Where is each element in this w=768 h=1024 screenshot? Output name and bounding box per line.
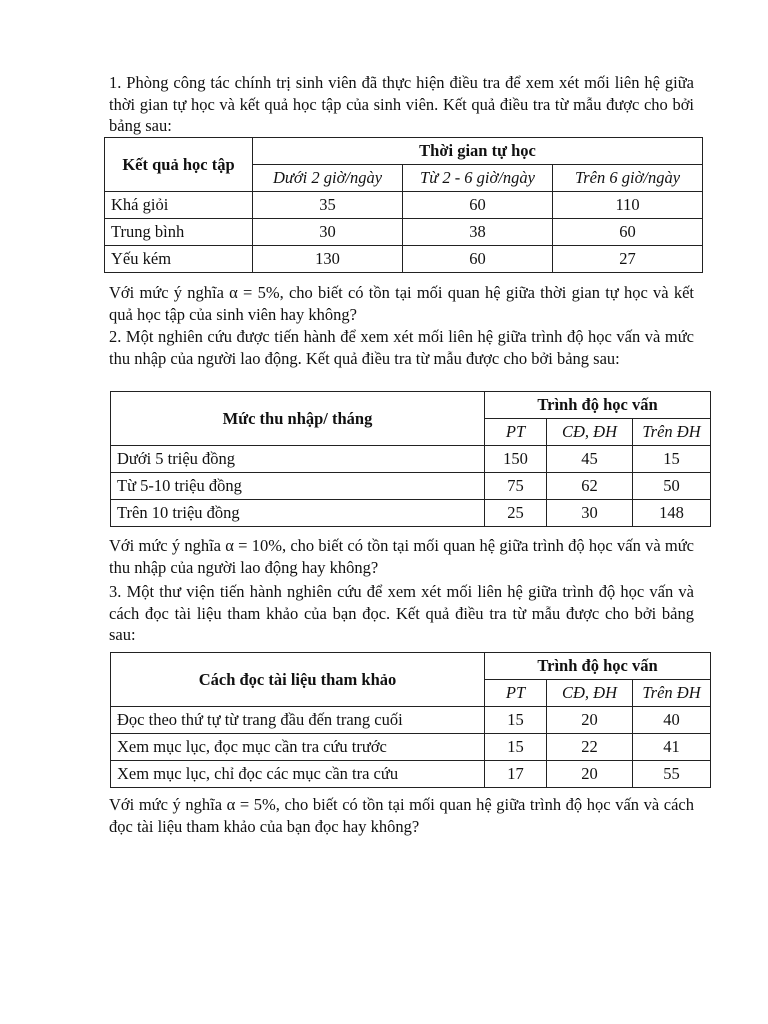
row-label: Đọc theo thứ tự từ trang đầu đến trang cuối: [111, 707, 485, 734]
q1-col-header: Dưới 2 giờ/ngày: [253, 165, 403, 192]
table-cell: 40: [633, 707, 711, 734]
table-cell: 15: [485, 734, 547, 761]
q2-question: Với mức ý nghĩa α = 10%, cho biết có tồn tại mối quan hệ giữa trình độ học vấn và mức thu nhập của người lao động hay không?: [109, 536, 694, 577]
table-cell: 60: [403, 192, 553, 219]
q3-col-header: PT: [485, 680, 547, 707]
table-cell: 148: [633, 500, 711, 527]
table-row: [111, 446, 711, 473]
q3-table: [110, 652, 711, 788]
table-cell: 20: [547, 761, 633, 788]
q1-question: Với mức ý nghĩa α = 5%, cho biết có tồn tại mối quan hệ giữa thời gian tự học và kết quả học tập của sinh viên hay không?: [109, 283, 694, 324]
q3-intro: 3. Một thư viện tiến hành nghiên cứu để xem xét mối liên hệ giữa trình độ học vấn và cách đọc tài liệu tham khảo của bạn đọc. Kết quả điều tra từ mẫu được cho bởi bảng sau:: [109, 582, 694, 644]
table-row: [111, 500, 711, 527]
row-label: Xem mục lục, đọc mục cần tra cứu trước: [111, 734, 485, 761]
table-cell: 130: [253, 246, 403, 273]
row-label: Khá giỏi: [105, 192, 253, 219]
table-cell: 22: [547, 734, 633, 761]
q2-col-header: Trên ĐH: [633, 419, 711, 446]
q2-table: [110, 391, 711, 527]
q1-intro: 1. Phòng công tác chính trị sinh viên đã thực hiện điều tra để xem xét mối liên hệ giữa thời gian tự học và kết quả học tập của sinh viên. Kết quả điều tra từ mẫu được cho bởi bảng sau:: [109, 73, 694, 135]
table-cell: 60: [553, 219, 703, 246]
q2-col-header: PT: [485, 419, 547, 446]
row-label: Xem mục lục, chỉ đọc các mục cần tra cứu: [111, 761, 485, 788]
table-cell: 30: [253, 219, 403, 246]
row-label: Trung bình: [105, 219, 253, 246]
table-cell: 17: [485, 761, 547, 788]
table-row: [105, 219, 703, 246]
table-row: [111, 473, 711, 500]
q1-group-header: Thời gian tự học: [253, 138, 703, 165]
table-cell: 62: [547, 473, 633, 500]
row-label: Dưới 5 triệu đồng: [111, 446, 485, 473]
q2-col-header: CĐ, ĐH: [547, 419, 633, 446]
table-cell: 15: [485, 707, 547, 734]
table-cell: 27: [553, 246, 703, 273]
row-label: Trên 10 triệu đồng: [111, 500, 485, 527]
table-cell: 25: [485, 500, 547, 527]
table-cell: 150: [485, 446, 547, 473]
table-row: [111, 734, 711, 761]
table-cell: 15: [633, 446, 711, 473]
table-cell: 110: [553, 192, 703, 219]
table-cell: 20: [547, 707, 633, 734]
q2-group-header: Trình độ học vấn: [485, 392, 711, 419]
q2-intro: 2. Một nghiên cứu được tiến hành để xem xét mối liên hệ giữa trình độ học vấn và mức thu nhập của người lao động. Kết quả điều tra từ mẫu được cho bởi bảng sau:: [109, 327, 694, 368]
q2-row-header: Mức thu nhập/ tháng: [111, 392, 485, 446]
table-cell: 41: [633, 734, 711, 761]
q1-col-header: Trên 6 giờ/ngày: [553, 165, 703, 192]
q1-table: [104, 137, 703, 273]
table-cell: 30: [547, 500, 633, 527]
row-label: Yếu kém: [105, 246, 253, 273]
q3-row-header: Cách đọc tài liệu tham khảo: [111, 653, 485, 707]
q3-col-header: Trên ĐH: [633, 680, 711, 707]
q1-row-header: Kết quả học tập: [105, 138, 253, 192]
table-row: [111, 707, 711, 734]
row-label: Từ 5-10 triệu đồng: [111, 473, 485, 500]
q3-question: Với mức ý nghĩa α = 5%, cho biết có tồn tại mối quan hệ giữa trình độ học vấn và cách đọc tài liệu tham khảo của bạn đọc hay không?: [109, 795, 694, 836]
table-cell: 55: [633, 761, 711, 788]
table-cell: 60: [403, 246, 553, 273]
table-cell: 38: [403, 219, 553, 246]
table-cell: 35: [253, 192, 403, 219]
table-row: [111, 761, 711, 788]
table-row: [105, 192, 703, 219]
table-cell: 50: [633, 473, 711, 500]
q3-group-header: Trình độ học vấn: [485, 653, 711, 680]
q1-col-header: Từ 2 - 6 giờ/ngày: [403, 165, 553, 192]
table-row: [105, 246, 703, 273]
table-cell: 75: [485, 473, 547, 500]
q3-col-header: CĐ, ĐH: [547, 680, 633, 707]
table-cell: 45: [547, 446, 633, 473]
